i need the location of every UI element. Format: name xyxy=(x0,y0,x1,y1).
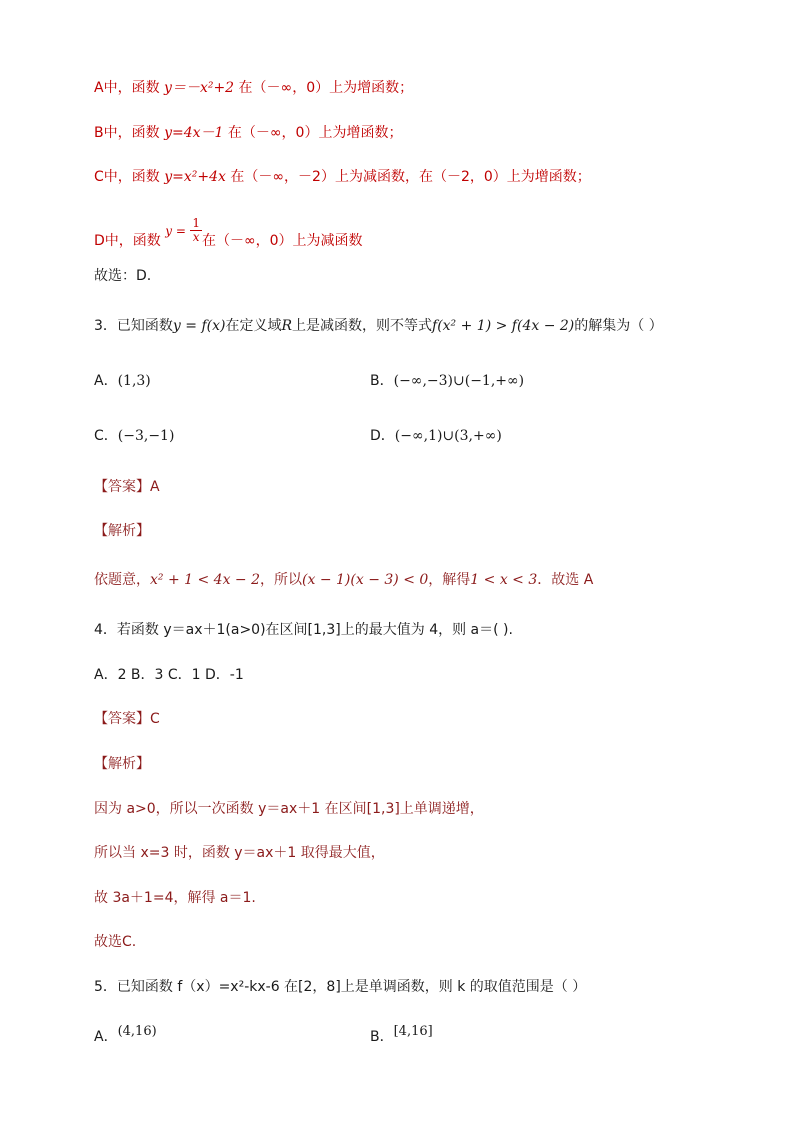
q5-option-a[interactable] xyxy=(94,1022,157,1047)
q3-analysis-title xyxy=(94,521,150,541)
choice-line xyxy=(94,266,151,286)
q3-stem-mid2: 上是减函数，则不等式 xyxy=(292,318,433,334)
q3-option-a[interactable] xyxy=(94,371,151,391)
fraction-numerator: 1 xyxy=(192,216,200,230)
option-label: A． xyxy=(94,1029,118,1045)
analysis-c-suffix: 在（－∞，－2）上为减函数，在（－2，0）上为增函数； xyxy=(225,169,591,185)
option-label: B． xyxy=(370,373,394,389)
option-value: (−∞,−3)∪(−1,+∞) xyxy=(393,373,525,389)
q4-analysis-title-text: 【解析】 xyxy=(94,756,150,772)
analysis-d-prefix: D中，函数 xyxy=(94,233,161,249)
analysis-line-c xyxy=(94,167,591,187)
choice-text: 故选：D. xyxy=(94,268,152,284)
q3-analysis xyxy=(94,570,593,590)
q3-analysis-title-text: 【解析】 xyxy=(94,523,150,539)
option-value: (−∞,1)∪(3,+∞) xyxy=(394,428,502,444)
q3-analysis-product: (x − 1)(x − 3) < 0 xyxy=(302,572,429,588)
analysis-b-suffix: 在（－∞，0）上为增函数； xyxy=(223,125,403,141)
analysis-line-d xyxy=(94,216,363,256)
q5-stem xyxy=(94,977,586,997)
q3-answer-text: 【答案】A xyxy=(94,479,160,495)
q4-analysis-line-2 xyxy=(94,843,385,863)
q3-inequality: f(x² + 1) > f(4x − 2) xyxy=(432,318,575,334)
q4-analysis-line-2-text: 所以当 x=3 时，函数 y＝ax＋1 取得最大值， xyxy=(94,845,385,861)
analysis-line-b xyxy=(94,123,402,143)
q3-analysis-mid2: ，解得 xyxy=(428,572,471,588)
q4-answer xyxy=(94,709,160,729)
analysis-c-function: y=x²+4x xyxy=(164,169,226,185)
q3-stem-pre: 3．已知函数 xyxy=(94,318,173,334)
analysis-c-prefix: C中，函数 xyxy=(94,169,165,185)
q3-stem xyxy=(94,316,663,336)
q4-stem xyxy=(94,620,513,640)
q3-option-d[interactable] xyxy=(370,426,502,446)
q3-stem-post: 的解集为（ ） xyxy=(574,318,663,334)
q4-analysis-line-3 xyxy=(94,888,256,908)
option-label: A． xyxy=(94,373,118,389)
option-value: [4,16] xyxy=(393,1024,433,1039)
analysis-a-prefix: A中，函数 xyxy=(94,80,165,96)
q4-analysis-line-4 xyxy=(94,932,136,952)
analysis-b-function: y=4x－1 xyxy=(164,125,224,141)
q4-answer-text: 【答案】C xyxy=(94,711,160,727)
q4-options-text: A．2 B．3 C．1 D．-1 xyxy=(94,667,244,683)
option-value: (4,16) xyxy=(117,1024,157,1039)
q3-function: y = f(x) xyxy=(172,318,226,334)
q4-analysis-line-3-text: 故 3a＋1=4，解得 a＝1. xyxy=(94,890,256,906)
q3-analysis-inequality: x² + 1 < 4x − 2 xyxy=(150,572,261,588)
q4-options[interactable] xyxy=(94,665,244,685)
option-label: B． xyxy=(370,1029,394,1045)
q4-analysis-line-1-text: 因为 a>0，所以一次函数 y＝ax＋1 在区间[1,3]上单调递增， xyxy=(94,801,484,817)
analysis-d-fraction xyxy=(190,217,202,244)
q3-analysis-post: ．故选 A xyxy=(537,572,594,588)
q4-analysis-line-1 xyxy=(94,799,484,819)
q3-domain: R xyxy=(281,318,293,334)
q3-option-b[interactable] xyxy=(370,371,524,391)
option-value: (1,3) xyxy=(117,373,151,389)
q5-option-b[interactable] xyxy=(370,1022,433,1047)
q3-answer xyxy=(94,477,160,497)
q4-analysis-line-4-text: 故选C. xyxy=(94,934,137,950)
fraction-denominator: x xyxy=(192,230,200,244)
q3-analysis-pre: 依题意， xyxy=(94,572,150,588)
q3-option-c[interactable] xyxy=(94,426,174,446)
q3-stem-mid: 在定义域 xyxy=(225,318,282,334)
option-label: D． xyxy=(370,428,395,444)
analysis-d-suffix: 在（－∞，0）上为减函数 xyxy=(201,233,363,249)
q5-stem-text: 5．已知函数 f（x）=x²-kx-6 在[2，8]上是单调函数，则 k 的取值范围是（ ） xyxy=(94,979,587,995)
q3-analysis-mid: ，所以 xyxy=(260,572,303,588)
q3-analysis-range: 1 < x < 3 xyxy=(470,572,538,588)
analysis-b-prefix: B中，函数 xyxy=(94,125,165,141)
q4-analysis-title xyxy=(94,754,150,774)
analysis-a-suffix: 在（－∞，0）上为增函数； xyxy=(234,80,414,96)
analysis-a-function: y＝－x²+2 xyxy=(164,80,235,96)
analysis-line-a xyxy=(94,78,413,98)
option-value: (−3,−1) xyxy=(117,428,175,444)
q4-stem-text: 4．若函数 y＝ax＋1(a>0)在区间[1,3]上的最大值为 4，则 a＝( ). xyxy=(94,622,513,638)
option-label: C． xyxy=(94,428,118,444)
analysis-d-y: y = xyxy=(165,224,186,238)
